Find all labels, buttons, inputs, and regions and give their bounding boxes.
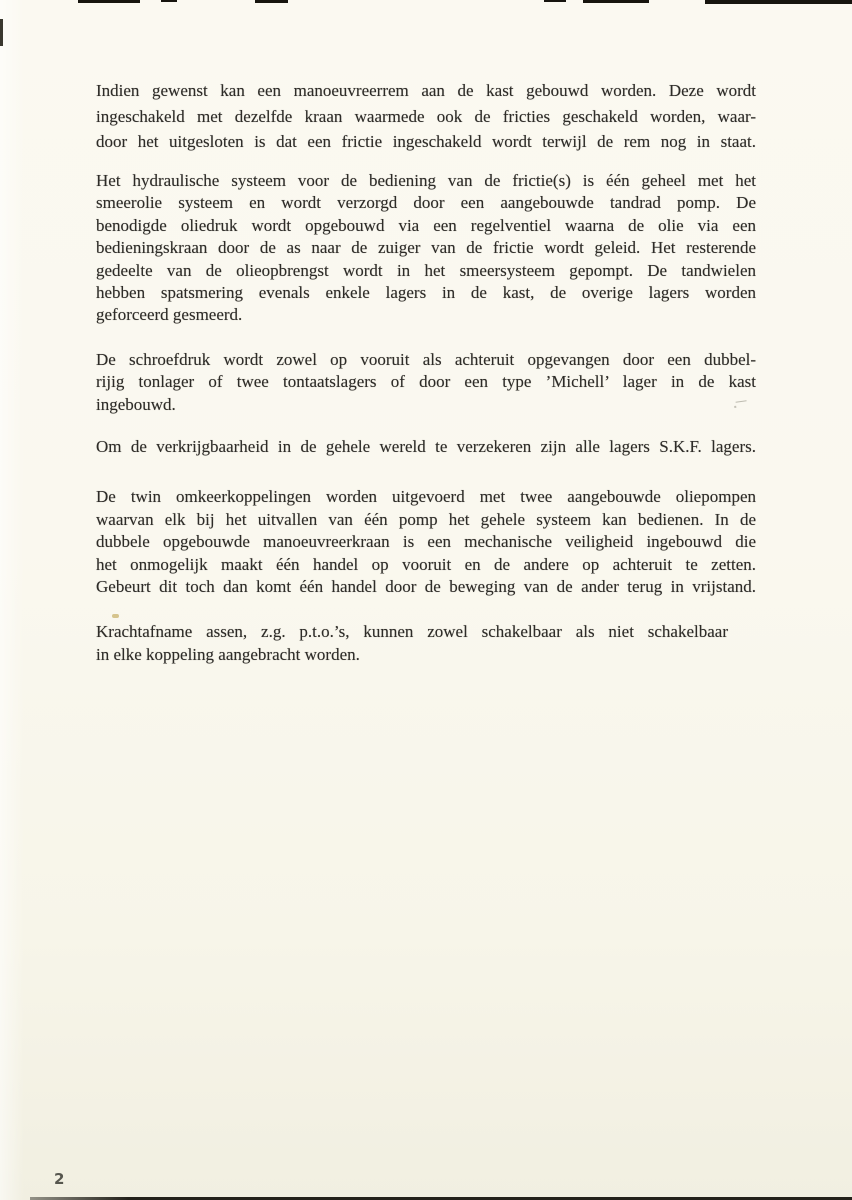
text-line: benodigde oliedruk wordt opgebouwd via een regelventiel waarna de olie via een: [96, 215, 756, 235]
text-line: De twin omkeerkoppelingen worden uitgevoerd met twee aangebouwde oliepompen: [96, 487, 756, 506]
text-line: Gebeurt dit toch dan komt één handel door de beweging van de ander terug in vrijstand.: [96, 577, 756, 596]
paragraph-5: [96, 486, 756, 599]
scan-edge-artifact: [544, 0, 566, 2]
text-line: Indien gewenst kan een manoeuvreerrem aan de kast gebouwd worden. Deze wordt: [96, 81, 756, 100]
text-line: Het hydraulische systeem voor de bediening van de frictie(s) is één geheel met het: [96, 171, 756, 190]
text-line: rijig tonlager of twee tontaatslagers of door een type ’Michell’ lager in de kast: [96, 372, 756, 392]
text-line: ingebouwd.: [96, 394, 176, 414]
paragraph-2: [96, 170, 756, 327]
text-line: geforceerd gesmeerd.: [96, 305, 243, 325]
text-line: door het uitgesloten is dat een frictie ingeschakeld wordt terwijl de rem nog in staat.: [96, 132, 756, 152]
text-line: ingeschakeld met dezelfde kraan waarmede ook de fricties geschakeld worden, waar-: [96, 106, 756, 126]
text-line: waarvan elk bij het uitvallen van één pomp het gehele systeem kan bedienen. In de: [96, 509, 756, 529]
scan-edge-artifact: [705, 0, 852, 4]
paragraph-6: [96, 621, 728, 666]
paragraph-3: [96, 349, 756, 416]
text-line: Om de verkrijgbaarheid in de gehele wereld te verzekeren zijn alle lagers S.K.F. lagers.: [96, 437, 756, 456]
text-line: dubbele opgebouwde manoeuvreerkraan is een mechanische veiligheid ingebouwd die: [96, 532, 756, 551]
scan-edge-artifact: [161, 0, 177, 2]
scan-edge-artifact: [78, 0, 140, 3]
paragraph-4: [96, 436, 756, 458]
page-number: 2: [54, 1170, 65, 1188]
text-line: De schroefdruk wordt zowel op vooruit als achteruit opgevangen door een dubbel-: [96, 350, 756, 369]
scan-edge-artifact: [255, 0, 288, 3]
text-line: Krachtafname assen, z.g. p.t.o.’s, kunnen zowel schakelbaar als niet schakelbaar: [96, 622, 728, 641]
text-line: in elke koppeling aangebracht worden.: [96, 644, 360, 664]
text-line: het onmogelijk maakt één handel op vooruit en de andere op achteruit te zetten.: [96, 554, 756, 574]
scan-speck: [112, 614, 119, 618]
text-line: hebben spatsmering evenals enkele lagers in de kast, de overige lagers worden: [96, 283, 756, 303]
scan-edge-artifact: [0, 19, 3, 46]
text-line: smeerolie systeem en wordt verzorgd door een aangebouwde tandrad pomp. De: [96, 193, 756, 213]
paragraph-1: [96, 78, 756, 155]
text-line: bedieningskraan door de as naar de zuiger van de frictie wordt geleid. Het resterende: [96, 238, 756, 258]
text-line: gedeelte van de olieopbrengst wordt in het smeersysteem gepompt. De tandwielen: [96, 260, 756, 280]
scan-edge-artifact: [583, 0, 649, 3]
